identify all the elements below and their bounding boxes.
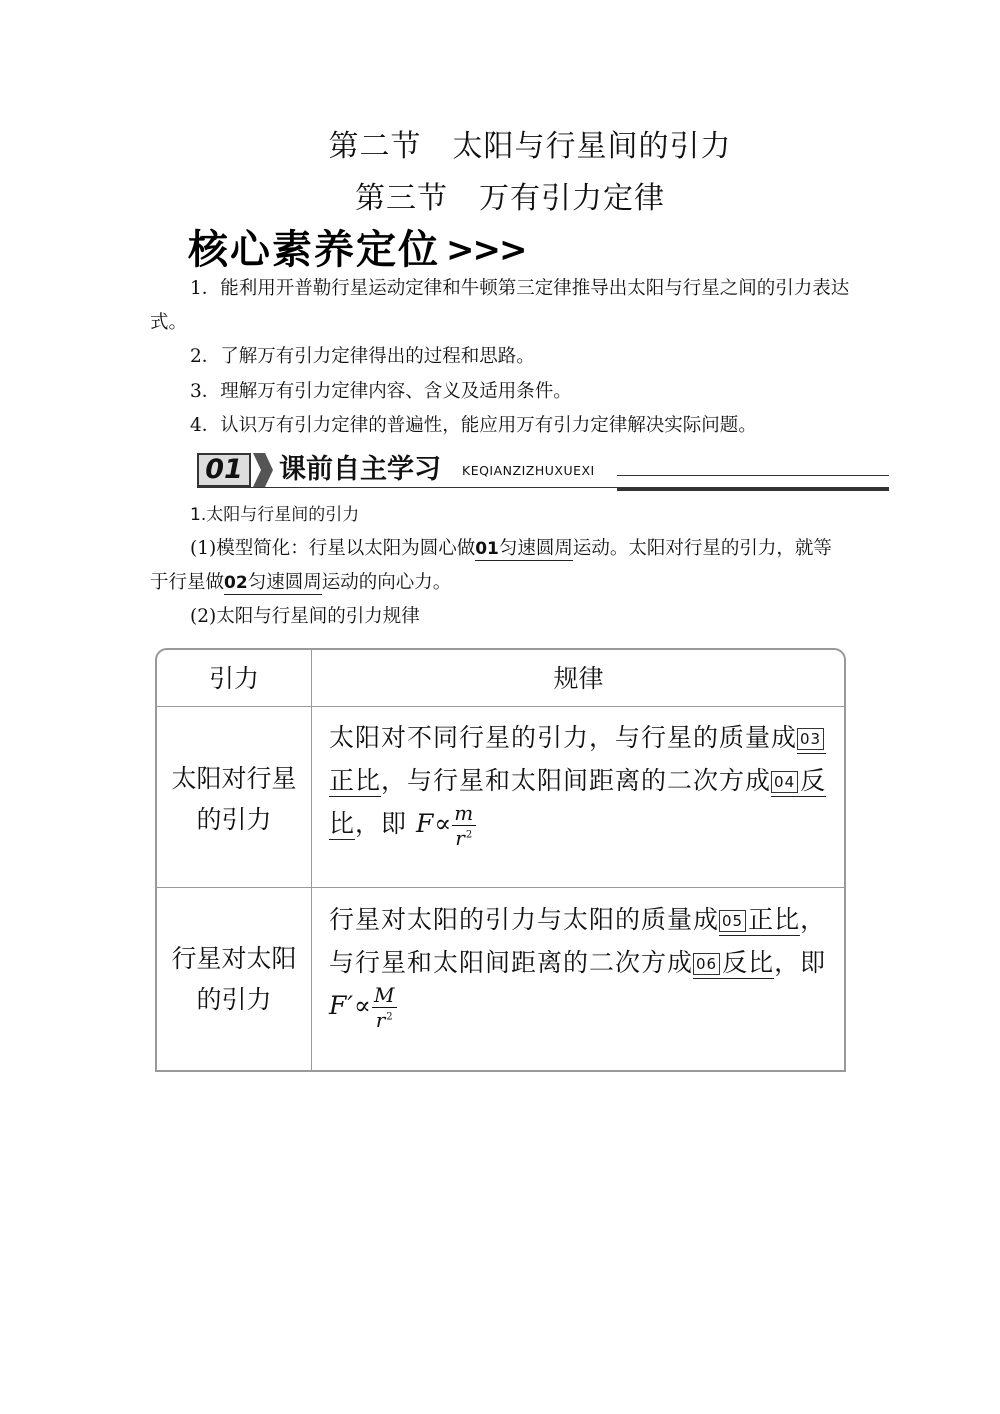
rule-text: ，与行星和太阳间距离的二次方成 <box>329 905 827 977</box>
blank-number: 02 <box>224 573 248 593</box>
banner-number: 01 <box>197 453 251 487</box>
column-divider <box>311 650 312 1070</box>
formula-fraction <box>372 985 397 1030</box>
banner-rule <box>617 475 889 491</box>
chevron-right-icon <box>253 453 273 487</box>
blank-01 <box>475 538 573 561</box>
blank-number: 05 <box>719 910 746 932</box>
blank-number: 06 <box>693 953 720 975</box>
blank-05 <box>719 905 800 936</box>
banner-underline <box>197 487 889 488</box>
section-title-2: 第二节 太阳与行星间的引力 <box>328 129 732 164</box>
objective-3: 3．理解万有引力定律内容、含义及适用条件。 <box>190 381 572 402</box>
p1-text: 运动的向心力。 <box>321 572 452 593</box>
blank-answer: 正比 <box>748 905 801 934</box>
section1-heading: 1.太阳与行星间的引力 <box>190 505 360 525</box>
row2-force: 行星对太阳的引力 <box>171 944 297 1014</box>
banner-label: 课前自主学习 <box>279 454 441 485</box>
formula-exponent: 2 <box>386 1011 394 1023</box>
formula-fraction <box>452 803 476 848</box>
p1-text: (1)模型简化：行星以太阳为圆心做 <box>190 538 476 559</box>
formula-exponent: 2 <box>465 829 474 841</box>
blank-answer: 匀速圆周 <box>498 538 573 559</box>
objective-1: 1．能利用开普勒行星运动定律和牛顿第三定律推导出太阳与行星之间的引力表达式。 <box>150 278 850 333</box>
triple-arrow-icon: >>> <box>446 230 526 270</box>
objective-4: 4．认识万有引力定律的普遍性，能应用万有引力定律解决实际问题。 <box>190 415 757 436</box>
blank-06 <box>693 948 774 979</box>
blank-answer: 反比 <box>722 948 775 977</box>
objective-2: 2．了解万有引力定律得出的过程和思路。 <box>190 346 535 367</box>
row2-rule <box>329 898 839 1030</box>
rule-text: 太阳对不同行星的引力，与行星的质量成 <box>329 723 798 752</box>
blank-02 <box>224 572 322 595</box>
formula-numerator: m <box>454 801 475 825</box>
blank-number: 04 <box>771 771 798 793</box>
blank-number: 03 <box>797 728 824 750</box>
formula-lhs: F∝ <box>415 809 453 838</box>
formula-denominator: r <box>375 1008 387 1032</box>
core-literacy-title: 核心素养定位 <box>188 227 440 273</box>
row1-rule <box>329 716 839 848</box>
rule-text: ，即 <box>355 809 416 838</box>
rule-text: ，即 <box>774 948 827 977</box>
row-divider <box>157 887 844 888</box>
header-rule: 规律 <box>553 664 604 693</box>
rule-text: 行星对太阳的引力与太阳的质量成 <box>329 905 720 934</box>
row1-force: 太阳对行星的引力 <box>171 764 297 834</box>
header-force: 引力 <box>208 664 259 693</box>
gravity-law-table <box>155 648 846 1072</box>
row-divider <box>157 706 844 707</box>
formula-numerator: M <box>373 983 396 1007</box>
blank-answer: 反比 <box>329 766 827 838</box>
banner-pinyin: KEQIANZIZHUXUEXI <box>462 463 595 478</box>
blank-answer: 匀速圆周 <box>247 572 322 593</box>
blank-number: 01 <box>475 539 499 559</box>
formula-denominator: r <box>455 826 466 850</box>
core-literacy-heading <box>188 218 525 275</box>
formula-lhs: F′∝ <box>329 991 372 1020</box>
law-subheading: (2)太阳与行星间的引力规律 <box>190 606 420 627</box>
pre-class-banner <box>197 451 889 491</box>
blank-answer: 正比 <box>329 766 382 795</box>
model-simplification <box>150 532 850 600</box>
p1-text: 运动。太阳对行星的引力，就等于行星做 <box>150 538 832 593</box>
section-title-3: 第三节 万有引力定律 <box>355 181 665 216</box>
rule-text: ，与行星和太阳间距离的二次方成 <box>381 766 772 795</box>
